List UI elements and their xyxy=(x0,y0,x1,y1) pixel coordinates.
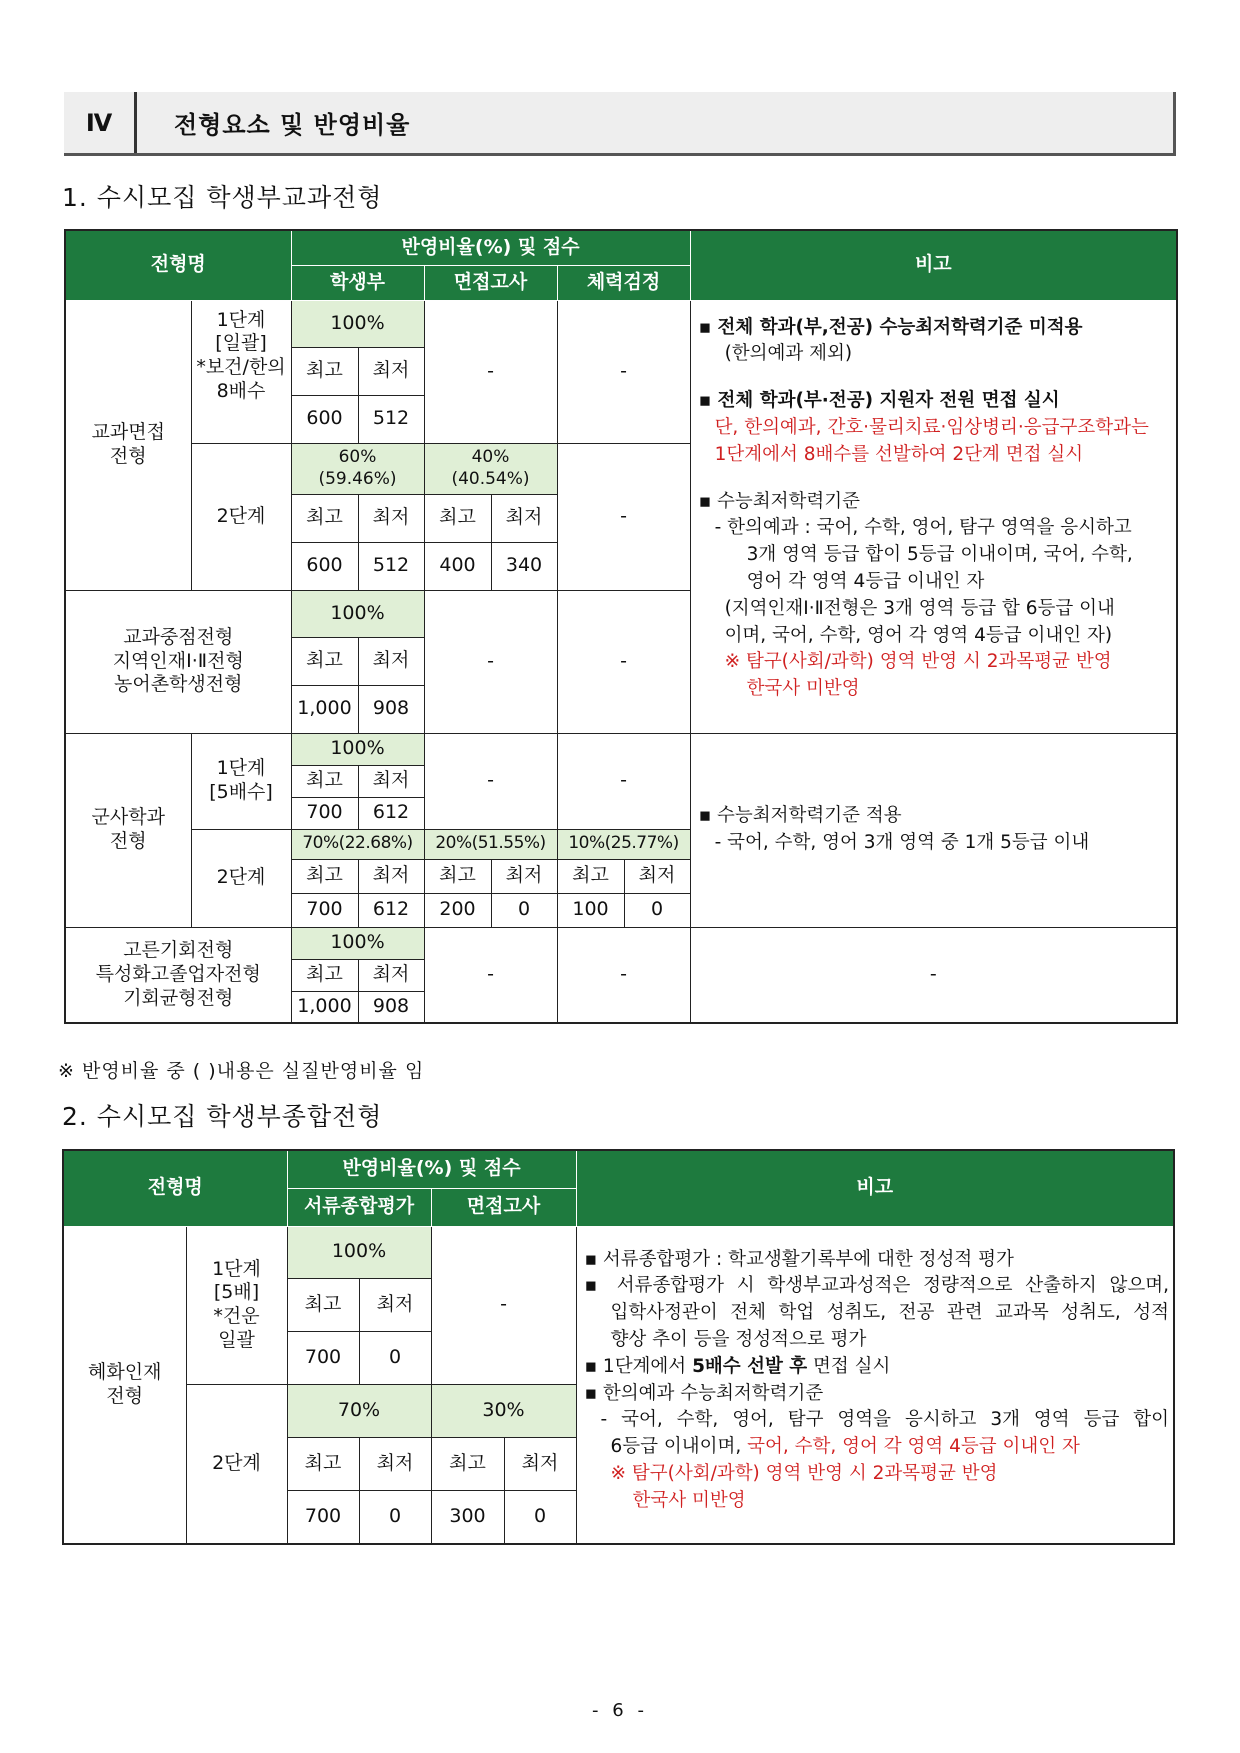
dash-cell: - xyxy=(424,733,557,829)
max-label: 최고 xyxy=(431,1437,504,1490)
score-cell: 700 xyxy=(291,893,358,927)
ratio-cell: 100% xyxy=(291,590,424,637)
min-label: 최저 xyxy=(359,1278,431,1331)
header-col-record: 학생부 xyxy=(291,265,424,300)
score-cell: 340 xyxy=(491,542,557,590)
min-label: 최저 xyxy=(359,1437,431,1490)
score-cell: 700 xyxy=(291,797,358,829)
section-number: Ⅳ xyxy=(85,108,113,137)
score-cell: 512 xyxy=(358,395,424,443)
stage-label: 2단계 xyxy=(186,1384,287,1544)
min-label: 최저 xyxy=(624,859,690,893)
remark-line: 영어 각 영역 4등급 이내인 자 xyxy=(746,571,985,592)
score-cell: 200 xyxy=(424,893,491,927)
score-cell: 908 xyxy=(358,685,424,733)
remark-line xyxy=(585,1354,1170,1381)
max-label: 최고 xyxy=(424,859,491,893)
remark-text: 6등급 이내이며, xyxy=(610,1436,748,1458)
ratio-cell: 100% xyxy=(291,733,424,765)
score-cell: 0 xyxy=(504,1490,576,1544)
remark-line: - 한의예과 : 국어, 수학, 영어, 탐구 영역을 응시하고 xyxy=(714,517,1132,539)
ratio-cell: 40% (40.54%) xyxy=(424,443,557,494)
part2-heading: 2. 수시모집 학생부종합전형 xyxy=(62,1102,383,1131)
ratio-cell: 100% xyxy=(291,927,424,959)
max-label: 최고 xyxy=(291,859,358,893)
dash-cell: - xyxy=(557,590,690,733)
part2-table xyxy=(62,1149,1175,1545)
ratio-cell: 60% (59.46%) xyxy=(291,443,424,494)
remark-text: 면접 실시 xyxy=(807,1355,891,1377)
max-label: 최고 xyxy=(291,765,358,797)
dash-cell: - xyxy=(557,733,690,829)
score-cell: 0 xyxy=(359,1331,431,1384)
max-label: 최고 xyxy=(291,637,358,685)
min-label: 최저 xyxy=(358,347,424,395)
page-number: - 6 - xyxy=(592,1700,648,1721)
score-cell: 612 xyxy=(358,797,424,829)
remark-line: 단, 한의예과, 간호·물리치료·임상병리·응급구조학과는 xyxy=(714,416,1149,438)
remark-line: 이며, 국어, 수학, 영어 각 영역 4등급 이내인 자) xyxy=(724,624,1113,646)
remarks-cell xyxy=(576,1226,1174,1544)
max-label: 최고 xyxy=(291,494,358,542)
dash-cell: - xyxy=(557,927,690,1023)
footnote: ※ 반영비율 중 ( )내용은 실질반영비율 임 xyxy=(58,1060,425,1082)
section-header xyxy=(64,92,1176,156)
remark-line: ▪ 서류종합평가 시 학생부교과성적은 정량적으로 산출하지 않으며, xyxy=(584,1275,1169,1297)
score-cell: 1,000 xyxy=(291,991,358,1023)
remark-line: - 국어, 수학, 영어 3개 영역 중 1개 5등급 이내 xyxy=(714,832,1090,853)
score-cell: 700 xyxy=(287,1331,359,1384)
header-name: 전형명 xyxy=(65,230,291,300)
dash-cell: - xyxy=(431,1226,576,1384)
min-label: 최저 xyxy=(358,637,424,685)
remark-line: 입학사정관이 전체 학업 성취도, 전공 관련 교과목 성취도, 성적 xyxy=(610,1302,1169,1324)
ratio-cell: 70% xyxy=(287,1384,431,1437)
remarks-cell xyxy=(690,300,1177,733)
remark-text-red: 국어, 수학, 영어 각 영역 4등급 이내인 자 xyxy=(747,1436,1080,1458)
dash-cell: - xyxy=(424,927,557,1023)
remark-line: ※ 탐구(사회/과학) 영역 반영 시 2과목평균 반영 xyxy=(610,1463,998,1484)
remarks-cell xyxy=(690,733,1177,927)
ratio-cell: 100% xyxy=(287,1226,431,1278)
score-cell: 400 xyxy=(424,542,491,590)
header-col-fitness: 체력검정 xyxy=(557,265,690,300)
max-label: 최고 xyxy=(291,959,358,991)
header-remark: 비고 xyxy=(690,230,1177,300)
max-label: 최고 xyxy=(291,347,358,395)
min-label: 최저 xyxy=(358,859,424,893)
min-label: 최저 xyxy=(504,1437,576,1490)
dash-cell: - xyxy=(424,300,557,443)
remarks-cell: - xyxy=(690,927,1177,1023)
remark-line: 한국사 미반영 xyxy=(746,678,860,700)
dash-cell: - xyxy=(557,300,690,443)
min-label: 최저 xyxy=(491,859,557,893)
score-cell: 0 xyxy=(359,1490,431,1544)
max-label: 최고 xyxy=(287,1278,359,1331)
header-ratio: 반영비율(%) 및 점수 xyxy=(291,230,690,265)
stage-label: 1단계 [5배] *건운 일괄 xyxy=(186,1226,287,1384)
header-col-interview: 면접고사 xyxy=(424,265,557,300)
score-cell: 600 xyxy=(291,395,358,443)
remark-line: ▪ 수능최저학력기준 xyxy=(698,490,860,512)
score-cell: 512 xyxy=(358,542,424,590)
part1-table xyxy=(64,229,1178,1024)
row-name: 군사학과 전형 xyxy=(65,733,191,927)
min-label: 최저 xyxy=(491,494,557,542)
remark-line: (한의예과 제외) xyxy=(724,343,853,365)
part1-heading: 1. 수시모집 학생부교과전형 xyxy=(62,183,383,212)
remark-line: 1단계에서 8배수를 선발하여 2단계 면접 실시 xyxy=(714,443,1084,465)
header-name: 전형명 xyxy=(63,1150,287,1226)
remark-line: ▪ 전체 학과(부,전공) 수능최저학력기준 미적용 xyxy=(698,316,1083,338)
min-label: 최저 xyxy=(358,765,424,797)
row-name: 혜화인재 전형 xyxy=(63,1226,186,1544)
remark-line: 한국사 미반영 xyxy=(632,1489,746,1511)
dash-cell: - xyxy=(557,443,690,590)
header-remark: 비고 xyxy=(576,1150,1174,1226)
stage-label: 1단계 [일괄] *보건/한의 8배수 xyxy=(191,300,291,443)
remark-line: ▪ 전체 학과(부·전공) 지원자 전원 면접 실시 xyxy=(698,390,1060,412)
row-name: 교과중점전형 지역인재Ⅰ·Ⅱ전형 농어촌학생전형 xyxy=(65,590,291,733)
score-cell: 0 xyxy=(624,893,690,927)
header-col-interview: 면접고사 xyxy=(431,1188,576,1226)
score-cell: 612 xyxy=(358,893,424,927)
remark-line xyxy=(585,1434,1170,1461)
section-title: 전형요소 및 반영비율 xyxy=(174,111,411,139)
max-label: 최고 xyxy=(557,859,624,893)
score-cell: 908 xyxy=(358,991,424,1023)
remark-line: 향상 추이 등을 정성적으로 평가 xyxy=(610,1328,867,1350)
score-cell: 100 xyxy=(557,893,624,927)
ratio-cell: 20%(51.55%) xyxy=(424,829,557,859)
min-label: 최저 xyxy=(358,494,424,542)
stage-label: 2단계 xyxy=(191,443,291,590)
row-name: 교과면접 전형 xyxy=(65,300,191,590)
score-cell: 1,000 xyxy=(291,685,358,733)
header-ratio: 반영비율(%) 및 점수 xyxy=(287,1150,576,1188)
stage-label: 1단계 [5배수] xyxy=(191,733,291,829)
score-cell: 300 xyxy=(431,1490,504,1544)
row-name: 고른기회전형 특성화고졸업자전형 기회균형전형 xyxy=(65,927,291,1023)
remark-text: ▪ 1단계에서 xyxy=(584,1355,693,1377)
max-label: 최고 xyxy=(287,1437,359,1490)
ratio-cell: 30% xyxy=(431,1384,576,1437)
remark-line: ▪ 수능최저학력기준 적용 xyxy=(698,805,902,827)
dash-cell: - xyxy=(424,590,557,733)
remark-line: (지역인재Ⅰ·Ⅱ전형은 3개 영역 등급 합 6등급 이내 xyxy=(724,597,1115,619)
remark-text-bold: 5배수 선발 후 xyxy=(692,1355,808,1377)
score-cell: 0 xyxy=(491,893,557,927)
score-cell: 700 xyxy=(287,1490,359,1544)
remark-line: ※ 탐구(사회/과학) 영역 반영 시 2과목평균 반영 xyxy=(724,651,1112,673)
remark-line: ▪ 서류종합평가 : 학교생활기록부에 대한 정성적 평가 xyxy=(584,1248,1014,1270)
score-cell: 600 xyxy=(291,542,358,590)
remark-line: - 국어, 수학, 영어, 탐구 영역을 응시하고 3개 영역 등급 합이 xyxy=(600,1409,1169,1431)
ratio-cell: 70%(22.68%) xyxy=(291,829,424,859)
ratio-cell: 100% xyxy=(291,300,424,347)
remark-line: 3개 영역 등급 합이 5등급 이내이며, 국어, 수학, xyxy=(746,544,1133,566)
remark-line: ▪ 한의예과 수능최저학력기준 xyxy=(584,1382,824,1404)
min-label: 최저 xyxy=(358,959,424,991)
section-divider xyxy=(134,92,137,153)
ratio-cell: 10%(25.77%) xyxy=(557,829,690,859)
max-label: 최고 xyxy=(424,494,491,542)
stage-label: 2단계 xyxy=(191,829,291,927)
header-col-documents: 서류종합평가 xyxy=(287,1188,431,1226)
